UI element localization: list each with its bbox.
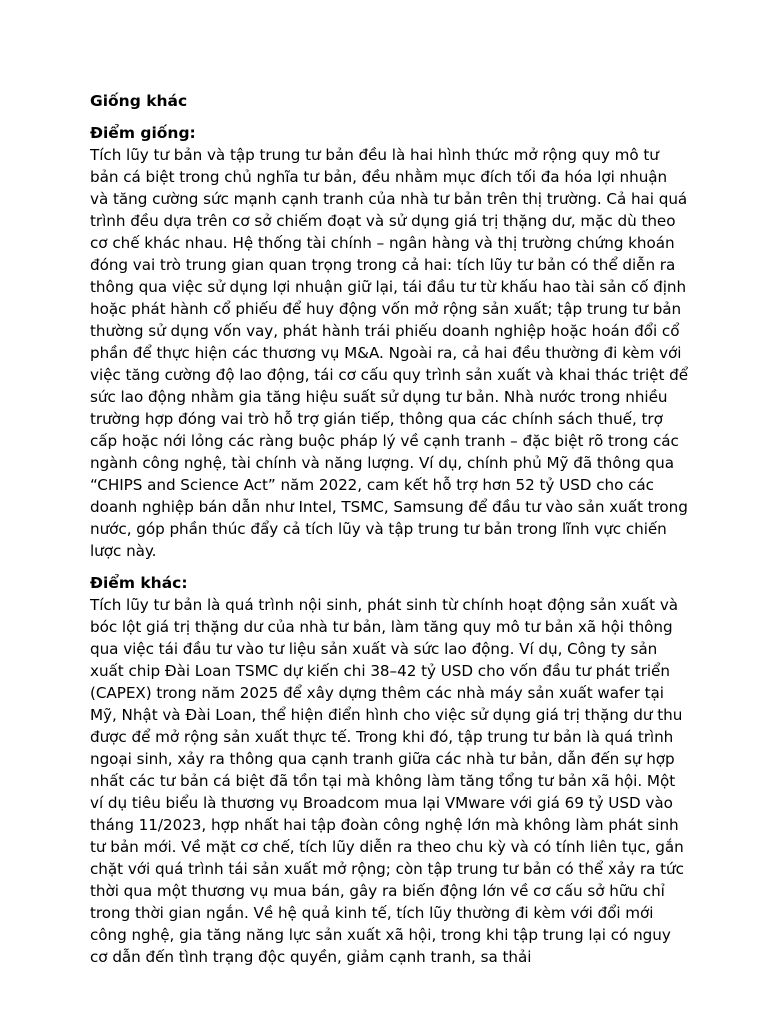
document-page [90, 90, 690, 978]
section-heading-differences: Điểm khác: [90, 574, 188, 592]
section-heading-similarities: Điểm giống: [90, 124, 196, 142]
section-body-differences: Tích lũy tư bản là quá trình nội sinh, phát sinh từ chính hoạt động sản xuất và bóc lột giá trị thặng dư của nhà tư bản, làm tăng quy mô tư bản xã hội thông qua việc tái đầu tư vào tư liệu sản xuất và sức lao động. Ví dụ, Công ty sản xuất chip Đài Loan TSMC dự kiến chi 38–42 tỷ USD cho vốn đầu tư phát triển (CAPEX) trong năm 2025 để xây dựng thêm các nhà máy sản xuất wafer tại Mỹ, Nhật và Đài Loan, thể hiện điển hình cho việc sử dụng giá trị thặng dư thu được để mở rộng sản xuất thực tế. Trong khi đó, tập trung tư bản là quá trình ngoại sinh, xảy ra thông qua cạnh tranh giữa các nhà tư bản, dẫn đến sự hợp nhất các tư bản cá biệt đã tồn tại mà không làm tăng tổng tư bản xã hội. Một ví dụ tiêu biểu là thương vụ Broadcom mua lại VMware với giá 69 tỷ USD vào tháng 11/2023, hợp nhất hai tập đoàn công nghệ lớn mà không làm phát sinh tư bản mới. Về mặt cơ chế, tích lũy diễn ra theo chu kỳ và có tính liên tục, gắn chặt với quá trình tái sản xuất mở rộng; còn tập trung tư bản có thể xảy ra tức thời qua một thương vụ mua bán, gây ra biến động lớn về cơ cấu sở hữu chỉ trong thời gian ngắn. Về hệ quả kinh tế, tích lũy thường đi kèm với đổi mới công nghệ, gia tăng năng lực sản xuất xã hội, trong khi tập trung lại có nguy cơ dẫn đến tình trạng độc quyền, giảm cạnh tranh, sa thải [90, 596, 684, 966]
section-body-similarities: Tích lũy tư bản và tập trung tư bản đều là hai hình thức mở rộng quy mô tư bản cá biệt trong chủ nghĩa tư bản, đều nhằm mục đích tối đa hóa lợi nhuận và tăng cường sức mạnh cạnh tranh của nhà tư bản trên thị trường. Cả hai quá trình đều dựa trên cơ sở chiếm đoạt và sử dụng giá trị thặng dư, mặc dù theo cơ chế khác nhau. Hệ thống tài chính – ngân hàng và thị trường chứng khoán đóng vai trò trung gian quan trọng trong cả hai: tích lũy tư bản có thể diễn ra thông qua việc sử dụng lợi nhuận giữ lại, tái đầu tư từ khấu hao tài sản cố định hoặc phát hành cổ phiếu để huy động vốn mở rộng sản xuất; tập trung tư bản thường sử dụng vốn vay, phát hành trái phiếu doanh nghiệp hoặc hoán đổi cổ phần để thực hiện các thương vụ M&A. Ngoài ra, cả hai đều thường đi kèm với việc tăng cường độ lao động, tái cơ cấu quy trình sản xuất và khai thác triệt để sức lao động nhằm gia tăng hiệu suất sử dụng tư bản. Nhà nước trong nhiều trường hợp đóng vai trò hỗ trợ gián tiếp, thông qua các chính sách thuế, trợ cấp hoặc nới lỏng các ràng buộc pháp lý về cạnh tranh – đặc biệt rõ trong các ngành công nghệ, tài chính và năng lượng. Ví dụ, chính phủ Mỹ đã thông qua “CHIPS and Science Act” năm 2022, cam kết hỗ trợ hơn 52 tỷ USD cho các doanh nghiệp bán dẫn như Intel, TSMC, Samsung để đầu tư vào sản xuất trong nước, góp phần thúc đẩy cả tích lũy và tập trung tư bản trong lĩnh vực chiến lược này. [90, 146, 689, 560]
document-title: Giống khác [90, 92, 188, 110]
